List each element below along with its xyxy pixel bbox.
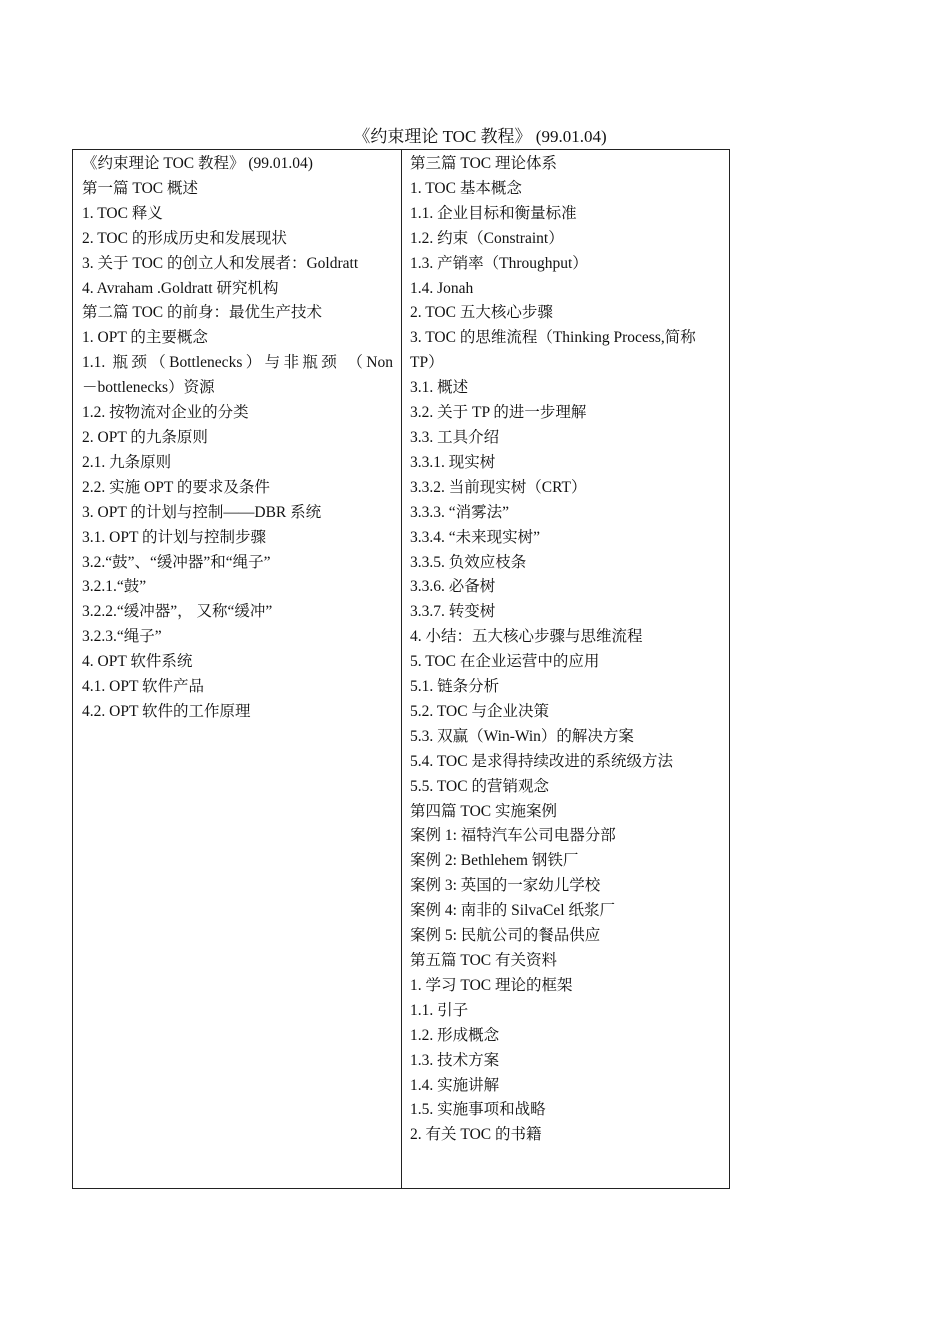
toc-entry: 3.3. 工具介绍 xyxy=(410,428,500,446)
toc-entry: 第五篇 TOC 有关资料 xyxy=(410,952,557,969)
toc-entry: 3.2.3.“绳子” xyxy=(82,628,162,646)
toc-entry: 2.2. 实施 OPT 的要求及条件 xyxy=(82,478,270,496)
toc-entry: 5.2. TOC 与企业决策 xyxy=(410,702,549,720)
toc-entry: 1.3. 产销率（Throughput） xyxy=(410,254,588,272)
toc-entry: 3.3.6. 必备树 xyxy=(410,578,496,596)
toc-entry: 4.2. OPT 软件的工作原理 xyxy=(82,702,251,720)
toc-entry: 第一篇 TOC 概述 xyxy=(82,179,198,197)
toc-entry: 案例 5: 民航公司的餐品供应 xyxy=(410,927,601,945)
toc-entry: 第四篇 TOC 实施案例 xyxy=(410,802,557,820)
toc-entry: 1. TOC 释义 xyxy=(82,204,163,222)
toc-entry: 2. TOC 五大核心步骤 xyxy=(410,304,553,322)
toc-entry: 4. Avraham .Goldratt 研究机构 xyxy=(82,279,279,297)
toc-entry: 5.3. 双赢（Win-Win）的解决方案 xyxy=(410,727,634,745)
toc-entry: 1. 学习 TOC 理论的框架 xyxy=(410,976,573,994)
toc-entry: 3.2.“鼓”、“缓冲器”和“绳子” xyxy=(82,553,271,571)
toc-entry: 《约束理论 TOC 教程》 (99.01.04) xyxy=(82,155,313,172)
toc-entry: 1.2. 约束（Constraint） xyxy=(410,229,564,247)
toc-entry: 2. OPT 的九条原则 xyxy=(82,428,208,446)
toc-entry: 1.2. 按物流对企业的分类 xyxy=(82,404,249,422)
toc-entry: 4. OPT 软件系统 xyxy=(82,653,193,671)
toc-entry: 3. OPT 的计划与控制——DBR 系统 xyxy=(82,503,322,521)
toc-entry: 4.1. OPT 软件产品 xyxy=(82,678,205,696)
toc-entry: 1.1. 企业目标和衡量标准 xyxy=(410,204,577,222)
toc-entry: 第三篇 TOC 理论体系 xyxy=(410,155,557,172)
toc-entry: 3.1. OPT 的计划与控制步骤 xyxy=(82,528,267,546)
toc-entry: 3.2.2.“缓冲器”， 又称“缓冲” xyxy=(82,603,273,621)
toc-entry: 1.4. 实施讲解 xyxy=(410,1076,500,1094)
toc-entry: 3.2.1.“鼓” xyxy=(82,578,147,596)
toc-entry: 3. 关于 TOC 的创立人和发展者：Goldratt xyxy=(82,254,359,272)
toc-entry: 3.3.3. “消雾法” xyxy=(410,503,510,521)
toc-entry: 3.3.4. “未来现实树” xyxy=(410,528,541,546)
toc-entry: 3.1. 概述 xyxy=(410,379,469,397)
toc-entry: 3. TOC 的思维流程（Thinking Process,简称 xyxy=(410,329,696,347)
toc-entry: 1.1. 引子 xyxy=(410,1001,469,1019)
toc-entry: 5.4. TOC 是求得持续改进的系统级方法 xyxy=(410,752,673,770)
toc-entry: 1.4. Jonah xyxy=(410,279,474,297)
toc-entry: 1. OPT 的主要概念 xyxy=(82,329,208,347)
toc-entry: 5. TOC 在企业运营中的应用 xyxy=(410,653,600,671)
right-column xyxy=(402,150,729,1188)
toc-entry: 1. TOC 基本概念 xyxy=(410,179,522,197)
toc-entry: 案例 3: 英国的一家幼儿学校 xyxy=(410,877,601,895)
toc-entry: 1.3. 技术方案 xyxy=(410,1051,500,1069)
toc-entry: 案例 1: 福特汽车公司电器分部 xyxy=(410,827,616,845)
toc-entry: 2. 有关 TOC 的书籍 xyxy=(410,1126,542,1144)
contents-table xyxy=(72,149,730,1189)
document-title: 《约束理论 TOC 教程》 (99.01.04) xyxy=(353,127,607,146)
toc-entry: TP） xyxy=(410,354,444,372)
toc-entry: 5.1. 链条分析 xyxy=(410,678,500,696)
toc-entry: 案例 2: Bethlehem 钢铁厂 xyxy=(410,852,579,870)
toc-entry: 3.2. 关于 TP 的进一步理解 xyxy=(410,404,587,422)
toc-entry: 案例 4: 南非的 SilvaCel 纸浆厂 xyxy=(410,902,615,920)
toc-entry: 5.5. TOC 的营销观念 xyxy=(410,777,549,795)
toc-entry: 2.1. 九条原则 xyxy=(82,453,172,471)
toc-entry: 3.3.1. 现实树 xyxy=(410,453,496,471)
toc-entry: 3.3.5. 负效应枝条 xyxy=(410,553,527,571)
toc-entry: 第二篇 TOC 的前身：最优生产技术 xyxy=(82,304,322,322)
toc-entry: 1.2. 形成概念 xyxy=(410,1026,500,1044)
toc-entry: 4. 小结：五大核心步骤与思维流程 xyxy=(410,628,643,646)
left-column xyxy=(73,150,402,1188)
toc-entry: 1.5. 实施事项和战略 xyxy=(410,1101,546,1119)
toc-entry: 3.3.2. 当前现实树（CRT） xyxy=(410,478,587,496)
toc-entry: 2. TOC 的形成历史和发展现状 xyxy=(82,229,287,247)
toc-entry: 1.1. 瓶颈（Bottlenecks）与非瓶颈 （Non xyxy=(82,354,393,372)
toc-entry: －bottlenecks）资源 xyxy=(82,379,215,397)
toc-entry: 3.3.7. 转变树 xyxy=(410,603,496,621)
